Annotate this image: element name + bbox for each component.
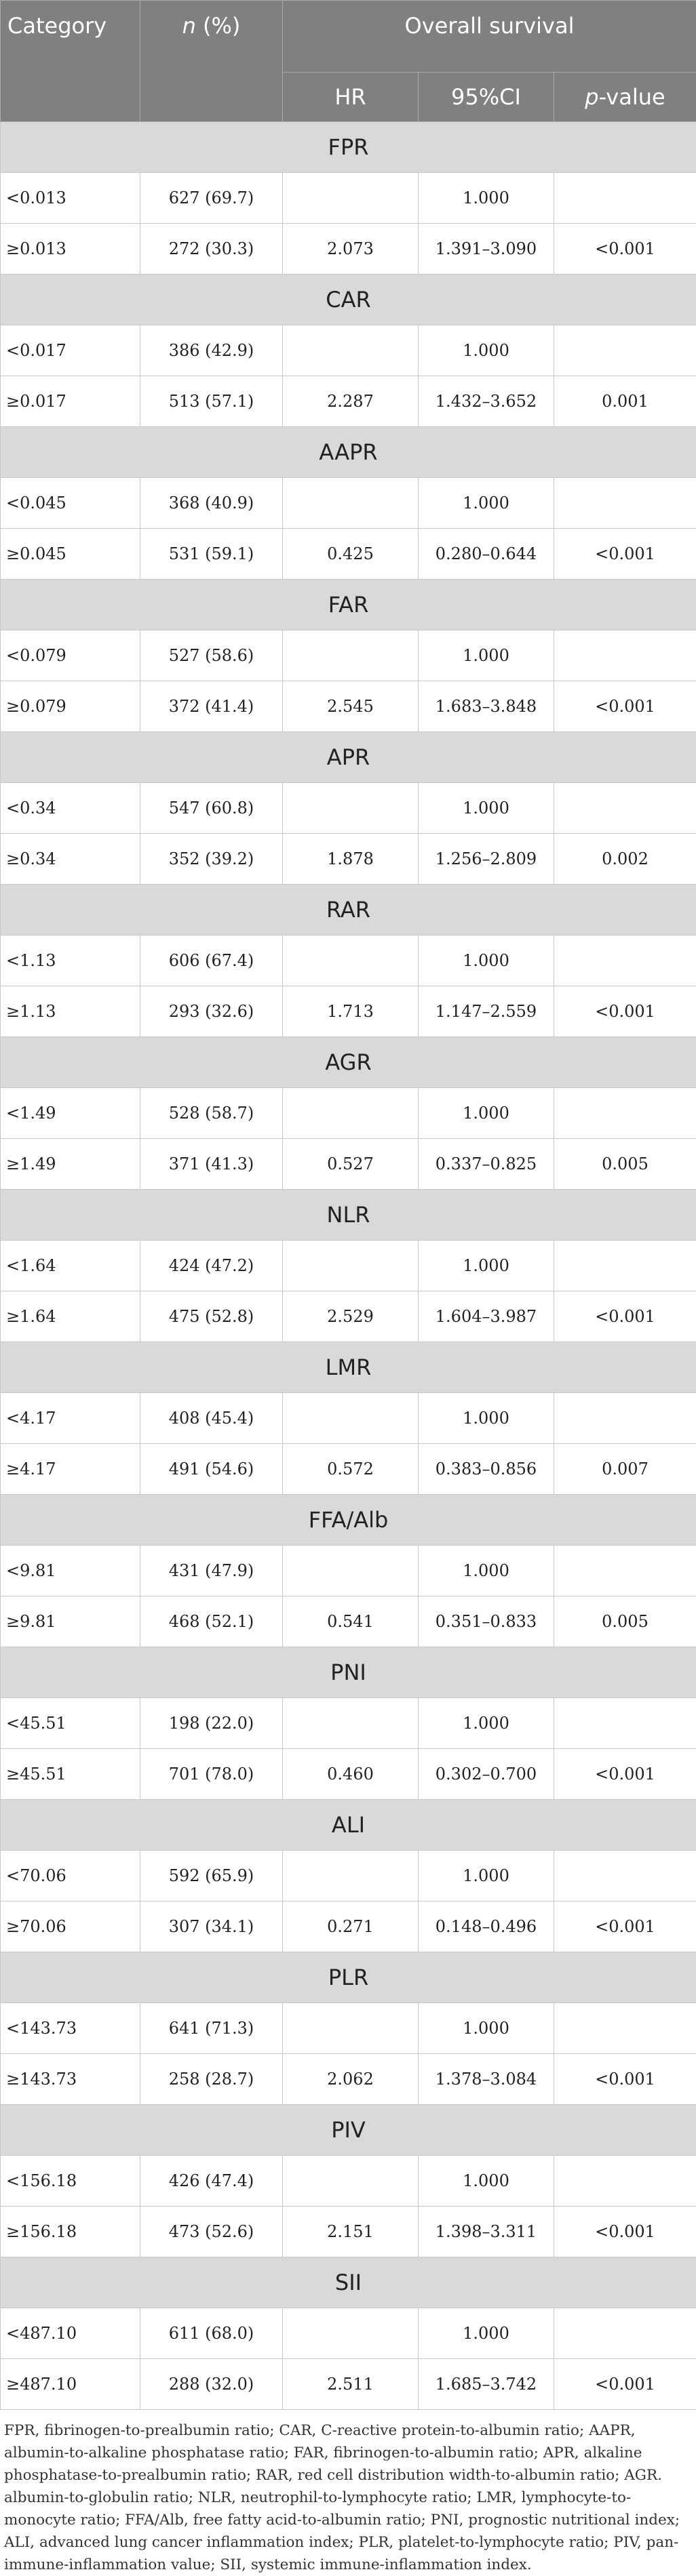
table-row [1, 325, 696, 376]
cell-hr [283, 1393, 419, 1444]
cell-category: ≥45.51 [1, 1749, 140, 1800]
cell-category: ≥1.64 [1, 1291, 140, 1342]
cell-p-value: 0.005 [554, 1596, 696, 1647]
cell-ci: 1.000 [419, 1698, 554, 1749]
cell-hr: 2.545 [283, 681, 419, 732]
cell-n-percent: 293 (32.6) [140, 986, 283, 1037]
cell-ci: 1.147–2.559 [419, 986, 554, 1037]
cell-ci: 1.000 [419, 325, 554, 376]
cell-n-percent: 527 (58.6) [140, 630, 283, 681]
cell-p-value: <0.001 [554, 2359, 696, 2410]
cell-hr: 0.541 [283, 1596, 419, 1647]
cell-category: ≥0.045 [1, 529, 140, 580]
cell-n-percent: 592 (65.9) [140, 1851, 283, 1901]
table-row [1, 1596, 696, 1647]
group-name: ALI [1, 1800, 696, 1851]
cell-category: <0.34 [1, 783, 140, 834]
cell-category: <4.17 [1, 1393, 140, 1444]
group-header-row [1, 1342, 696, 1393]
cell-p-value: <0.001 [554, 2054, 696, 2105]
table-row [1, 224, 696, 275]
cell-category: ≥4.17 [1, 1444, 140, 1495]
group-name: AGR [1, 1037, 696, 1088]
cell-hr [283, 1241, 419, 1291]
cell-ci: 1.000 [419, 1393, 554, 1444]
cell-category: <1.64 [1, 1241, 140, 1291]
cell-p-value: 0.002 [554, 834, 696, 885]
cell-hr [283, 935, 419, 986]
cell-category: ≥1.49 [1, 1139, 140, 1190]
group-name: RAR [1, 885, 696, 935]
cell-p-value: <0.001 [554, 2207, 696, 2257]
cell-p-value [554, 783, 696, 834]
table-row [1, 1291, 696, 1342]
cell-n-percent: 627 (69.7) [140, 173, 283, 224]
cell-ci: 0.337–0.825 [419, 1139, 554, 1190]
cell-p-value [554, 2003, 696, 2054]
cell-n-percent: 288 (32.0) [140, 2359, 283, 2410]
cell-hr: 2.287 [283, 376, 419, 427]
cell-p-value [554, 325, 696, 376]
cell-ci: 1.000 [419, 1851, 554, 1901]
table-row [1, 2054, 696, 2105]
cell-hr: 2.529 [283, 1291, 419, 1342]
group-name: APR [1, 732, 696, 783]
cell-p-value: <0.001 [554, 224, 696, 275]
table-row [1, 1698, 696, 1749]
header-overall-survival: Overall survival [283, 1, 696, 73]
cell-category: ≥487.10 [1, 2359, 140, 2410]
cell-category: <0.017 [1, 325, 140, 376]
group-name: CAR [1, 275, 696, 325]
cell-n-percent: 372 (41.4) [140, 681, 283, 732]
cell-ci: 1.000 [419, 2003, 554, 2054]
table-row [1, 173, 696, 224]
group-name: FFA/Alb [1, 1495, 696, 1546]
group-header-row [1, 1037, 696, 1088]
group-name: NLR [1, 1190, 696, 1241]
group-header-row [1, 885, 696, 935]
cell-hr: 0.460 [283, 1749, 419, 1800]
header-n-percent [140, 1, 283, 122]
cell-ci: 1.000 [419, 783, 554, 834]
group-header-row [1, 1190, 696, 1241]
cell-hr [283, 1546, 419, 1596]
cell-hr [283, 2308, 419, 2359]
cell-hr [283, 325, 419, 376]
table-row [1, 1139, 696, 1190]
cell-category: <45.51 [1, 1698, 140, 1749]
cell-hr: 0.572 [283, 1444, 419, 1495]
group-name: PLR [1, 1952, 696, 2003]
cell-hr [283, 478, 419, 529]
cell-n-percent: 468 (52.1) [140, 1596, 283, 1647]
cell-p-value [554, 1546, 696, 1596]
cell-ci: 1.000 [419, 935, 554, 986]
cell-p-value [554, 2156, 696, 2207]
cell-n-percent: 386 (42.9) [140, 325, 283, 376]
cell-ci: 1.432–3.652 [419, 376, 554, 427]
cell-p-value: <0.001 [554, 986, 696, 1037]
group-name: LMR [1, 1342, 696, 1393]
table-row [1, 783, 696, 834]
cell-n-percent: 352 (39.2) [140, 834, 283, 885]
header-n-rest: (%) [196, 13, 241, 39]
cell-hr: 2.062 [283, 2054, 419, 2105]
footnote: FPR, fibrinogen-to-prealbumin ratio; CAR, C-reactive protein-to-albumin ratio; AAPR, albumin-to-alkaline phosphatase ratio; FAR, fibrinogen-to-albumin ratio; APR, alkaline phosphatase-to-prealbumin ratio; RAR, red cell distribution width-to-albumin ratio; AGR. albumin-to-globulin ratio; NLR, neutrophil-to-lymphocyte ratio; LMR, lymphocyte-to-monocyte ratio; FFA/Alb, free fatty acid-to-albumin ratio; PNI, prognostic nutritional index; ALI, advanced lung cancer inflammation index; PLR, platelet-to-lymphocyte ratio; PIV, pan-immune-inflammation value; SII, systemic immune-inflammation index. [0, 2410, 696, 2576]
cell-n-percent: 431 (47.9) [140, 1546, 283, 1596]
group-header-row [1, 1800, 696, 1851]
cell-n-percent: 528 (58.7) [140, 1088, 283, 1139]
table-row [1, 1901, 696, 1952]
cell-category: ≥1.13 [1, 986, 140, 1037]
group-header-row [1, 1647, 696, 1698]
cell-category: <0.079 [1, 630, 140, 681]
cell-n-percent: 368 (40.9) [140, 478, 283, 529]
cell-p-value [554, 1393, 696, 1444]
cell-p-value [554, 1088, 696, 1139]
cell-category: <1.13 [1, 935, 140, 986]
cell-n-percent: 611 (68.0) [140, 2308, 283, 2359]
cell-n-percent: 408 (45.4) [140, 1393, 283, 1444]
cell-category: <9.81 [1, 1546, 140, 1596]
cell-n-percent: 475 (52.8) [140, 1291, 283, 1342]
cell-n-percent: 258 (28.7) [140, 2054, 283, 2105]
cell-hr: 1.878 [283, 834, 419, 885]
cell-p-value: <0.001 [554, 1291, 696, 1342]
group-header-row [1, 580, 696, 630]
cell-hr [283, 1851, 419, 1901]
cell-ci: 1.683–3.848 [419, 681, 554, 732]
cell-p-value [554, 1241, 696, 1291]
cell-ci: 0.351–0.833 [419, 1596, 554, 1647]
cell-hr: 2.511 [283, 2359, 419, 2410]
cell-ci: 0.280–0.644 [419, 529, 554, 580]
table-row [1, 681, 696, 732]
cell-n-percent: 491 (54.6) [140, 1444, 283, 1495]
table-row [1, 2003, 696, 2054]
cell-hr [283, 1698, 419, 1749]
cell-p-value [554, 630, 696, 681]
group-header-row [1, 427, 696, 478]
cell-category: <0.045 [1, 478, 140, 529]
cell-n-percent: 473 (52.6) [140, 2207, 283, 2257]
group-header-row [1, 1495, 696, 1546]
cell-ci: 1.378–3.084 [419, 2054, 554, 2105]
cell-p-value: 0.007 [554, 1444, 696, 1495]
cell-category: ≥0.013 [1, 224, 140, 275]
cell-ci: 1.000 [419, 478, 554, 529]
cell-hr [283, 2156, 419, 2207]
group-name: PIV [1, 2105, 696, 2156]
table-row [1, 630, 696, 681]
cell-hr [283, 2003, 419, 2054]
cell-n-percent: 531 (59.1) [140, 529, 283, 580]
cell-n-percent: 371 (41.3) [140, 1139, 283, 1190]
cell-ci: 1.391–3.090 [419, 224, 554, 275]
cell-n-percent: 641 (71.3) [140, 2003, 283, 2054]
group-name: AAPR [1, 427, 696, 478]
cell-hr: 1.713 [283, 986, 419, 1037]
header-n-italic: n [182, 13, 196, 39]
cell-p-value [554, 2308, 696, 2359]
table-body [1, 122, 696, 2410]
cell-hr: 2.151 [283, 2207, 419, 2257]
cell-ci: 1.000 [419, 173, 554, 224]
cell-p-value: <0.001 [554, 1749, 696, 1800]
cell-n-percent: 606 (67.4) [140, 935, 283, 986]
group-name: FAR [1, 580, 696, 630]
table-row [1, 1444, 696, 1495]
cell-n-percent: 426 (47.4) [140, 2156, 283, 2207]
cell-p-value: <0.001 [554, 529, 696, 580]
cell-category: ≥156.18 [1, 2207, 140, 2257]
cell-hr: 0.271 [283, 1901, 419, 1952]
cell-category: ≥9.81 [1, 1596, 140, 1647]
cell-ci: 0.302–0.700 [419, 1749, 554, 1800]
cell-n-percent: 272 (30.3) [140, 224, 283, 275]
cell-hr: 0.425 [283, 529, 419, 580]
table-row [1, 1546, 696, 1596]
cell-ci: 1.604–3.987 [419, 1291, 554, 1342]
table-row [1, 2156, 696, 2207]
cell-category: ≥0.079 [1, 681, 140, 732]
cell-p-value [554, 1851, 696, 1901]
group-header-row [1, 732, 696, 783]
cell-ci: 0.148–0.496 [419, 1901, 554, 1952]
header-category: Category [1, 1, 140, 122]
cell-category: <143.73 [1, 2003, 140, 2054]
cell-p-value [554, 935, 696, 986]
header-p-italic: p [585, 84, 598, 110]
cell-p-value: 0.005 [554, 1139, 696, 1190]
cell-hr [283, 630, 419, 681]
table-row [1, 2359, 696, 2410]
cell-p-value [554, 478, 696, 529]
group-name: FPR [1, 122, 696, 173]
cell-ci: 1.000 [419, 1546, 554, 1596]
table-row [1, 478, 696, 529]
cell-hr [283, 173, 419, 224]
group-header-row [1, 1952, 696, 2003]
cell-ci: 1.685–3.742 [419, 2359, 554, 2410]
group-name: PNI [1, 1647, 696, 1698]
cell-n-percent: 701 (78.0) [140, 1749, 283, 1800]
cell-category: ≥0.017 [1, 376, 140, 427]
cell-p-value [554, 173, 696, 224]
table-row [1, 2207, 696, 2257]
cell-n-percent: 547 (60.8) [140, 783, 283, 834]
cell-category: <1.49 [1, 1088, 140, 1139]
header-p-rest: -value [599, 84, 665, 110]
table-row [1, 1393, 696, 1444]
cell-ci: 1.000 [419, 1088, 554, 1139]
cell-ci: 0.383–0.856 [419, 1444, 554, 1495]
cell-ci: 1.000 [419, 1241, 554, 1291]
header-ci: 95%CI [419, 73, 554, 122]
group-header-row [1, 2105, 696, 2156]
cell-p-value: <0.001 [554, 1901, 696, 1952]
cell-ci: 1.000 [419, 2308, 554, 2359]
table-row [1, 986, 696, 1037]
group-header-row [1, 2257, 696, 2308]
cell-n-percent: 513 (57.1) [140, 376, 283, 427]
cell-hr [283, 1088, 419, 1139]
cell-ci: 1.000 [419, 630, 554, 681]
table-row [1, 834, 696, 885]
table-header [1, 1, 696, 122]
header-hr: HR [283, 73, 419, 122]
cell-hr [283, 783, 419, 834]
cell-n-percent: 198 (22.0) [140, 1698, 283, 1749]
table-row [1, 935, 696, 986]
group-header-row [1, 275, 696, 325]
cell-category: ≥0.34 [1, 834, 140, 885]
table-row [1, 376, 696, 427]
cell-ci: 1.398–3.311 [419, 2207, 554, 2257]
cell-hr: 0.527 [283, 1139, 419, 1190]
cell-category: ≥70.06 [1, 1901, 140, 1952]
cell-n-percent: 307 (34.1) [140, 1901, 283, 1952]
table-row [1, 529, 696, 580]
cell-ci: 1.256–2.809 [419, 834, 554, 885]
table-row [1, 2308, 696, 2359]
table-row [1, 1241, 696, 1291]
cell-category: ≥143.73 [1, 2054, 140, 2105]
cell-n-percent: 424 (47.2) [140, 1241, 283, 1291]
table-row [1, 1088, 696, 1139]
cell-p-value: 0.001 [554, 376, 696, 427]
group-name: SII [1, 2257, 696, 2308]
header-p-value [554, 73, 696, 122]
cell-category: <156.18 [1, 2156, 140, 2207]
cell-category: <70.06 [1, 1851, 140, 1901]
group-header-row [1, 122, 696, 173]
cell-category: <0.013 [1, 173, 140, 224]
cell-p-value: <0.001 [554, 681, 696, 732]
table-row [1, 1851, 696, 1901]
cell-hr: 2.073 [283, 224, 419, 275]
cell-p-value [554, 1698, 696, 1749]
cell-ci: 1.000 [419, 2156, 554, 2207]
table-row [1, 1749, 696, 1800]
cell-category: <487.10 [1, 2308, 140, 2359]
